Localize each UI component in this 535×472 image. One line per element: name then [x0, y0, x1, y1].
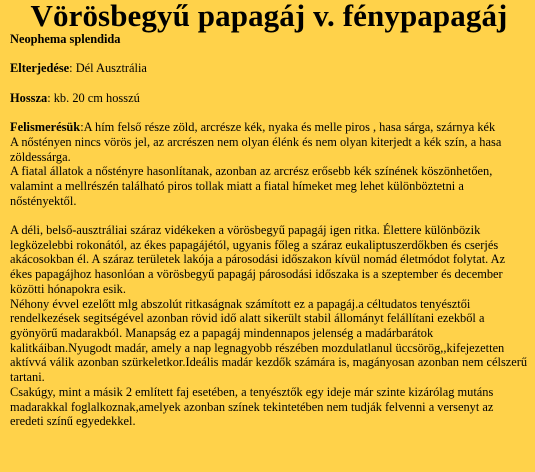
range-label: Elterjedése: [10, 61, 70, 76]
juvenile-description: A fiatal állatok a nőstényre hasonlítanak, azonban az arcrész erősebb kék színének köszönhetően, valamint a mellrészén található piros tollak miatt a fiatal hímeket meg lehet különböztetni a nőstényektől.: [10, 164, 493, 208]
spacer: [10, 105, 528, 120]
breeding-paragraph: Néhony évvel ezelőtt mlg abszolút ritkaságnak számított ez a papagáj.a céltudatos tenyésztői rendelkezések segitségével azonban rövid idő alatt sikerült stabil állományt felállítani ezekből a gyönyörű madarakból. Manapság ez a papagáj mindennapos jelenség a madárbarátok kalitkáiban.Nyugodt madár, amely a nap legnagyobb részében mozdulatlanul üccsörög,,kifejezetten aktívvá válik azonban szürkeletkor.Ideális madár kezdők számára is, magányosan azonban nem célszerű tartani.: [10, 296, 528, 385]
mutations-paragraph: Csakúgy, mint a másik 2 említett faj esetében, a tenyésztők egy ideje már szinte kizárólag mutáns madarakkal foglalkoznak,amelyek azonban színek tekintetében nem tudják felvenni a versenyt az eredeti színű egyedekkel.: [10, 384, 494, 429]
spacer: [10, 47, 528, 62]
document: [10, 0, 528, 429]
spacer: [10, 208, 528, 223]
latin-name: Neophema splendida: [10, 32, 121, 46]
page-title: Vörösbegyű papagáj v. fénypapagáj: [30, 0, 508, 33]
spacer: [10, 76, 528, 91]
length-line: [10, 91, 528, 106]
identification-line: [10, 120, 528, 135]
length-label: Hossza: [10, 90, 48, 105]
female-description: A nőstényen nincs vörös jel, az arcrészen nem olyan élénk és nem olyan kiterjedt a kék szín, a hasa zöldessárga.: [10, 134, 502, 164]
habitat-paragraph: A déli, belső-ausztráliai száraz vidékeken a vörösbegyű papagáj igen ritka. Élettere különbözik legközelebbi rokonától, az ékes papagájétól, ugyanis főleg a száraz eukaliptuszerdőkben és cserjés akácosokban él. A száraz területek lakója a párosodási időszakon kívül nomád életmódot folytat. Az ékes papagájhoz hasonlóan a vörösbegyű papagáj párosodási időszaka is a szeptember és december közötti hónapokra esik.: [10, 223, 506, 296]
range-value: : Dél Ausztrália: [69, 61, 147, 76]
identification-value: :A hím felső része zöld, arcrésze kék, nyaka és melle piros , hasa sárga, szárnya kék: [80, 120, 496, 135]
range-line: [10, 61, 528, 76]
identification-label: Felismerésük: [10, 120, 81, 135]
length-value: : kb. 20 cm hosszú: [47, 90, 140, 105]
